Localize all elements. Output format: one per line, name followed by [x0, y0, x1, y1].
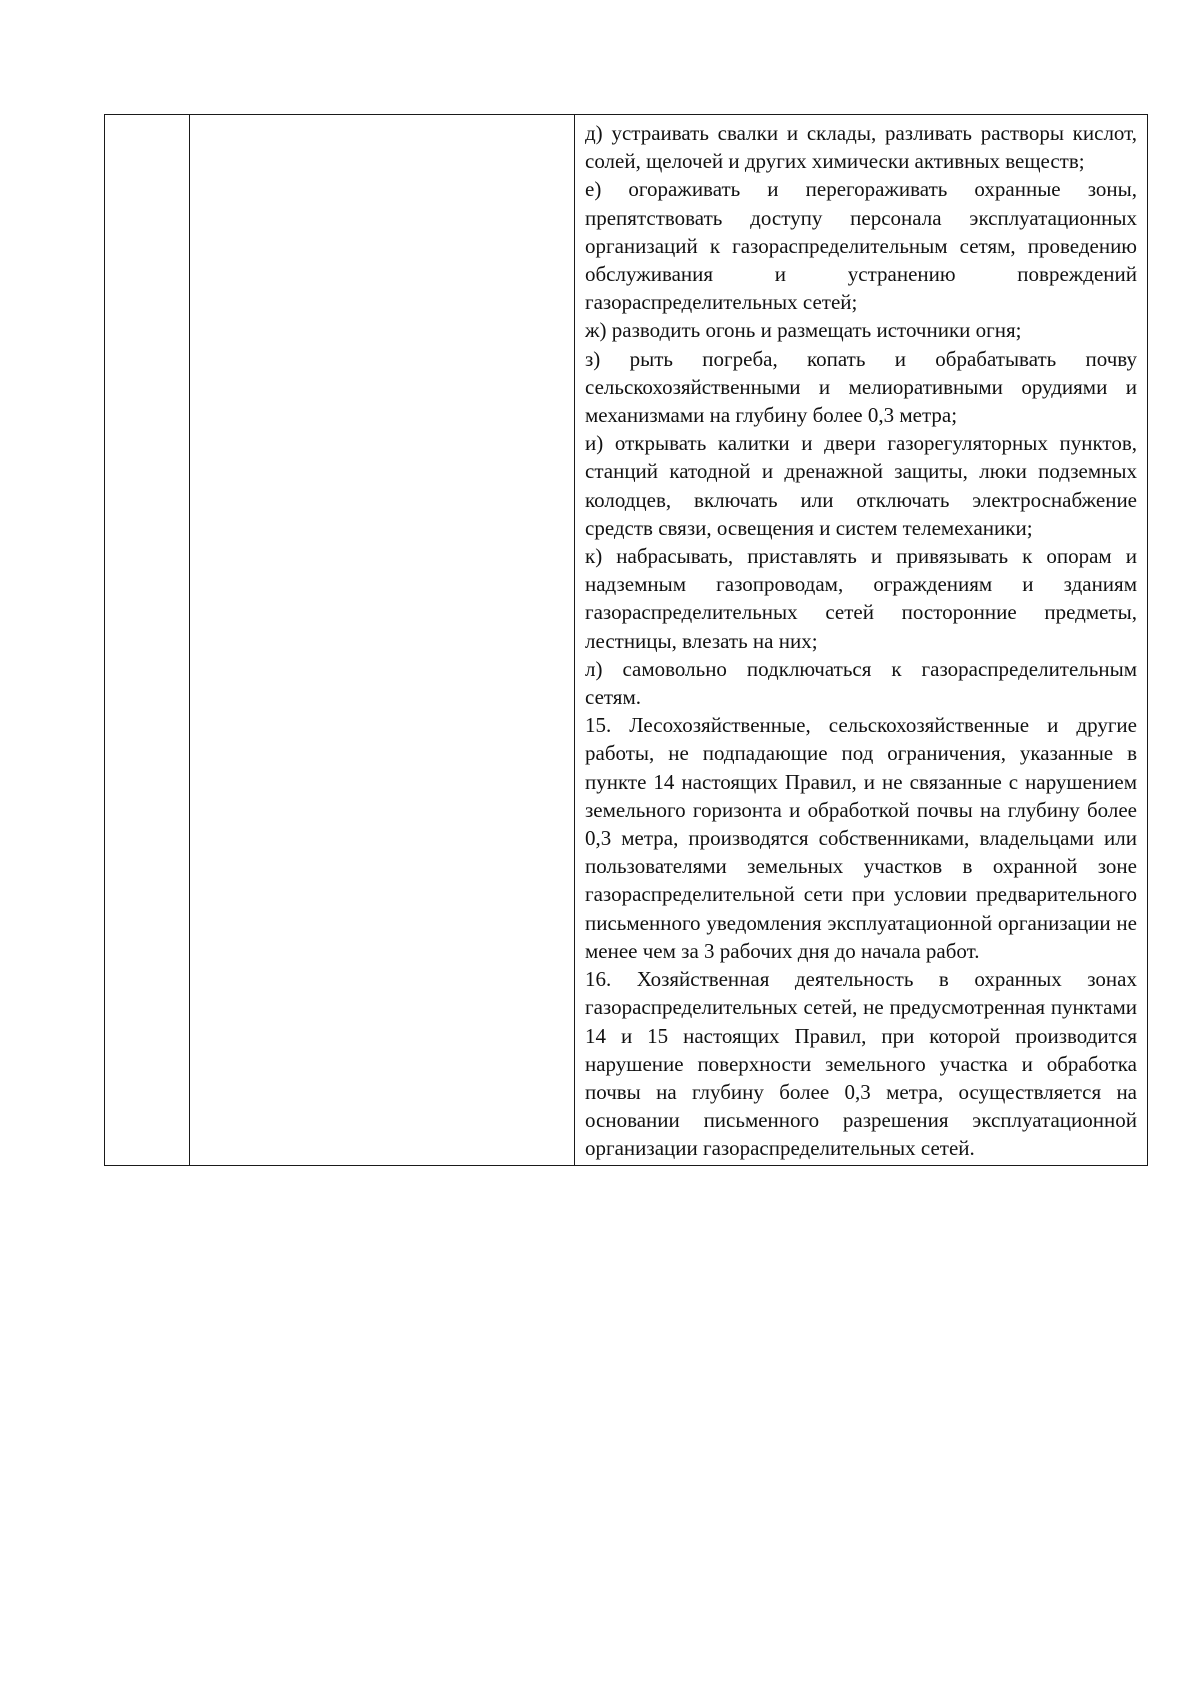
regulations-table — [104, 114, 1148, 1166]
paragraph-z: з) рыть погреба, копать и обрабатывать почву сельскохозяйственными и мелиоративными орудиями и механизмами на глубину более 0,3 метра; — [585, 346, 1137, 428]
paragraph-15: 15. Лесохозяйственные, сельскохозяйственные и другие работы, не подпадающие под ограничения, указанные в пункте 14 настоящих Правил, и не связанные с нарушением земельного горизонта и обработкой почвы на глубину более 0,3 метра, производятся собственниками, владельцами или пользователями земельных участков в охранной зоне газораспределительной сети при условии предварительного письменного уведомления эксплуатационной организации не менее чем за 3 рабочих дня до начала работ. — [585, 713, 1137, 963]
text-cell — [575, 115, 1148, 1166]
name-cell — [190, 115, 575, 1166]
paragraph-d: д) устраивать свалки и склады, разливать растворы кислот, солей, щелочей и других химически активных веществ; — [585, 121, 1137, 174]
paragraph-i: и) открывать калитки и двери газорегуляторных пунктов, станций катодной и дренажной защиты, люки подземных колодцев, включать или отключать электроснабжение средств связи, освещения и систем телемеханики; — [585, 431, 1137, 540]
paragraph-k: к) набрасывать, приставлять и привязывать к опорам и надземным газопроводам, ограждениям и зданиям газораспределительных сетей посторонние предметы, лестницы, влезать на них; — [585, 544, 1137, 653]
number-cell — [105, 115, 190, 1166]
paragraph-l: л) самовольно подключаться к газораспределительным сетям. — [585, 656, 1137, 710]
paragraph-16: 16. Хозяйственная деятельность в охранных зонах газораспределительных сетей, не предусмотренная пунктами 14 и 15 настоящих Правил, при которой производится нарушение поверхности земельного участка и обработка почвы на глубину более 0,3 метра, осуществляется на основании письменного разрешения эксплуатационной организации газораспределительных сетей. — [585, 967, 1137, 1161]
paragraph-zh: ж) разводить огонь и размещать источники огня; — [585, 318, 1022, 343]
table-row — [105, 115, 1148, 1166]
paragraph-e: е) огораживать и перегораживать охранные зоны, препятствовать доступу персонала эксплуатационных организаций к газораспределительным сетям, проведению обслуживания и устранению повреждений газораспределительных сетей; — [585, 177, 1137, 315]
